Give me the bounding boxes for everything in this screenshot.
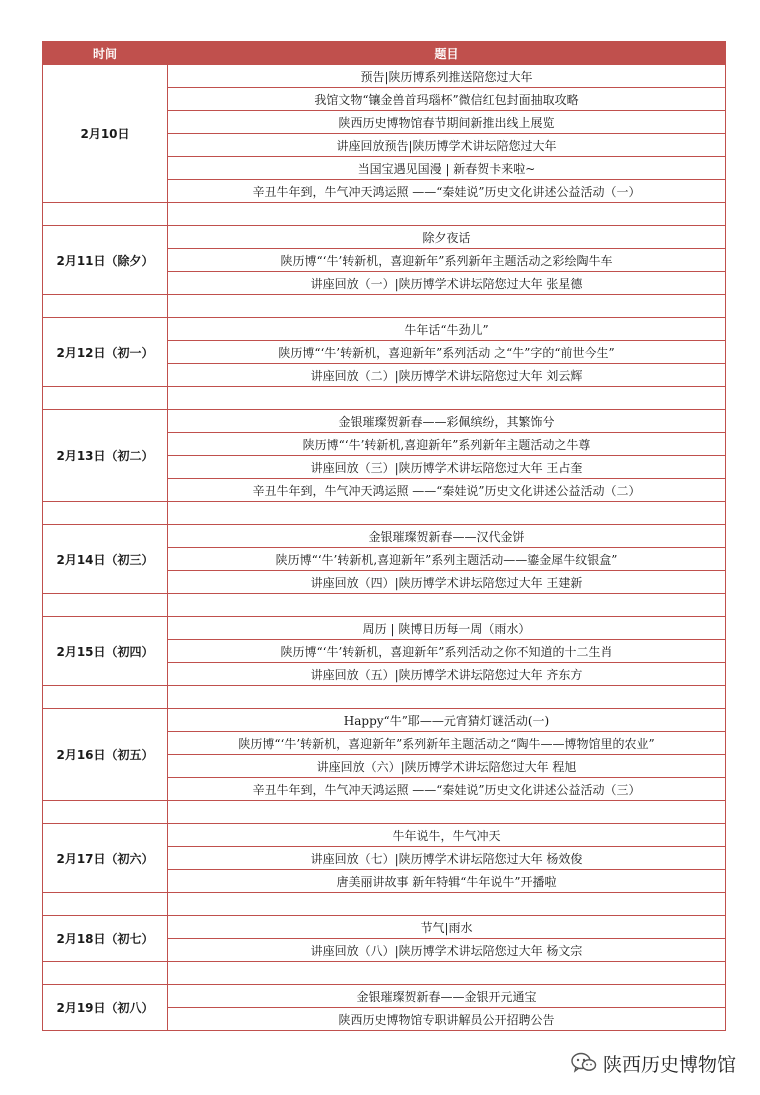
title-cell: 讲座回放（七）|陕历博学术讲坛陪您过大年 杨效俊 (168, 847, 726, 870)
date-cell: 2月10日 (43, 65, 168, 203)
date-cell: 2月17日（初六） (43, 824, 168, 893)
date-cell: 2月14日（初三） (43, 525, 168, 594)
table-body (43, 65, 726, 1031)
table-header-row (43, 42, 726, 65)
table-row (43, 525, 726, 548)
title-cell: 节气|雨水 (168, 916, 726, 939)
empty-cell (43, 801, 168, 824)
title-cell: 讲座回放（二）|陕历博学术讲坛陪您过大年 刘云辉 (168, 364, 726, 387)
table-row (43, 318, 726, 341)
spacer-row (43, 387, 726, 410)
title-cell: 讲座回放（一）|陕历博学术讲坛陪您过大年 张星德 (168, 272, 726, 295)
empty-cell (43, 686, 168, 709)
title-cell: 我馆文物“镶金兽首玛瑙杯”微信红包封面抽取攻略 (168, 88, 726, 111)
title-cell: 唐美丽讲故事 新年特辑“牛年说牛”开播啦 (168, 870, 726, 893)
spacer-row (43, 686, 726, 709)
title-cell: 牛年说牛，牛气冲天 (168, 824, 726, 847)
date-cell: 2月18日（初七） (43, 916, 168, 962)
table-row (43, 709, 726, 732)
table-row (43, 985, 726, 1008)
title-cell: 讲座回放（六）|陕历博学术讲坛陪您过大年 程旭 (168, 755, 726, 778)
date-cell: 2月16日（初五） (43, 709, 168, 801)
title-cell: 陕历博“‘牛’转新机，喜迎新年”系列新年主题活动之彩绘陶牛车 (168, 249, 726, 272)
empty-cell (168, 594, 726, 617)
spacer-row (43, 502, 726, 525)
empty-cell (168, 686, 726, 709)
table-row (43, 65, 726, 88)
empty-cell (168, 893, 726, 916)
header-time: 时间 (43, 42, 168, 65)
table-row (43, 824, 726, 847)
wechat-icon (571, 1052, 597, 1074)
account-name: 陕西历史博物馆 (602, 1053, 736, 1076)
footer-watermark (571, 1048, 736, 1078)
spacer-row (43, 962, 726, 985)
title-cell: 陕历博“‘牛’转新机,喜迎新年”系列新年主题活动之牛尊 (168, 433, 726, 456)
title-cell: 金银璀璨贺新春——汉代金饼 (168, 525, 726, 548)
title-cell: 讲座回放（八）|陕历博学术讲坛陪您过大年 杨文宗 (168, 939, 726, 962)
title-cell: 辛丑牛年到，牛气冲天鸿运照 ——“秦娃说”历史文化讲述公益活动（三） (168, 778, 726, 801)
table-row (43, 226, 726, 249)
title-cell: 讲座回放预告|陕历博学术讲坛陪您过大年 (168, 134, 726, 157)
title-cell: 陕历博“‘牛’转新机，喜迎新年”系列活动 之“牛”字的“前世今生” (168, 341, 726, 364)
spacer-row (43, 893, 726, 916)
date-cell: 2月13日（初二） (43, 410, 168, 502)
title-cell: 陕西历史博物馆专职讲解员公开招聘公告 (168, 1008, 726, 1031)
empty-cell (43, 502, 168, 525)
title-cell: 金银璀璨贺新春——金银开元通宝 (168, 985, 726, 1008)
title-cell: 陕历博“‘牛’转新机，喜迎新年”系列活动之你不知道的十二生肖 (168, 640, 726, 663)
table-row (43, 916, 726, 939)
title-cell: 讲座回放（五）|陕历博学术讲坛陪您过大年 齐东方 (168, 663, 726, 686)
date-cell: 2月19日（初八） (43, 985, 168, 1031)
title-cell: 陕历博“‘牛’转新机,喜迎新年”系列主题活动——鎏金犀牛纹银盒” (168, 548, 726, 571)
empty-cell (43, 295, 168, 318)
empty-cell (168, 962, 726, 985)
date-cell: 2月12日（初一） (43, 318, 168, 387)
date-cell: 2月15日（初四） (43, 617, 168, 686)
empty-cell (168, 387, 726, 410)
title-cell: 陕西历史博物馆春节期间新推出线上展览 (168, 111, 726, 134)
spacer-row (43, 295, 726, 318)
table-row (43, 410, 726, 433)
title-cell: 陕历博“‘牛’转新机，喜迎新年”系列新年主题活动之“陶牛——博物馆里的农业” (168, 732, 726, 755)
title-cell: 周历 | 陕博日历每一周（雨水） (168, 617, 726, 640)
empty-cell (168, 502, 726, 525)
table-row (43, 617, 726, 640)
title-cell: 金银璀璨贺新春——彩佩缤纷，其繁饰兮 (168, 410, 726, 433)
empty-cell (43, 962, 168, 985)
spacer-row (43, 203, 726, 226)
empty-cell (43, 594, 168, 617)
title-cell: 辛丑牛年到，牛气冲天鸿运照 ——“秦娃说”历史文化讲述公益活动（一） (168, 180, 726, 203)
title-cell: 讲座回放（四）|陕历博学术讲坛陪您过大年 王建新 (168, 571, 726, 594)
empty-cell (168, 203, 726, 226)
empty-cell (43, 893, 168, 916)
empty-cell (168, 801, 726, 824)
title-cell: 当国宝遇见国漫 | 新春贺卡来啦~ (168, 157, 726, 180)
empty-cell (43, 203, 168, 226)
title-cell: 讲座回放（三）|陕历博学术讲坛陪您过大年 王占奎 (168, 456, 726, 479)
title-cell: 除夕夜话 (168, 226, 726, 249)
title-cell: 辛丑牛年到，牛气冲天鸿运照 ——“秦娃说”历史文化讲述公益活动（二） (168, 479, 726, 502)
schedule-table (42, 41, 726, 1031)
spacer-row (43, 594, 726, 617)
title-cell: Happy“牛”耶——元宵猜灯谜活动(一) (168, 709, 726, 732)
spacer-row (43, 801, 726, 824)
date-cell: 2月11日（除夕） (43, 226, 168, 295)
title-cell: 预告|陕历博系列推送陪您过大年 (168, 65, 726, 88)
empty-cell (43, 387, 168, 410)
title-cell: 牛年话“牛劲儿” (168, 318, 726, 341)
header-title: 题目 (168, 42, 726, 65)
empty-cell (168, 295, 726, 318)
